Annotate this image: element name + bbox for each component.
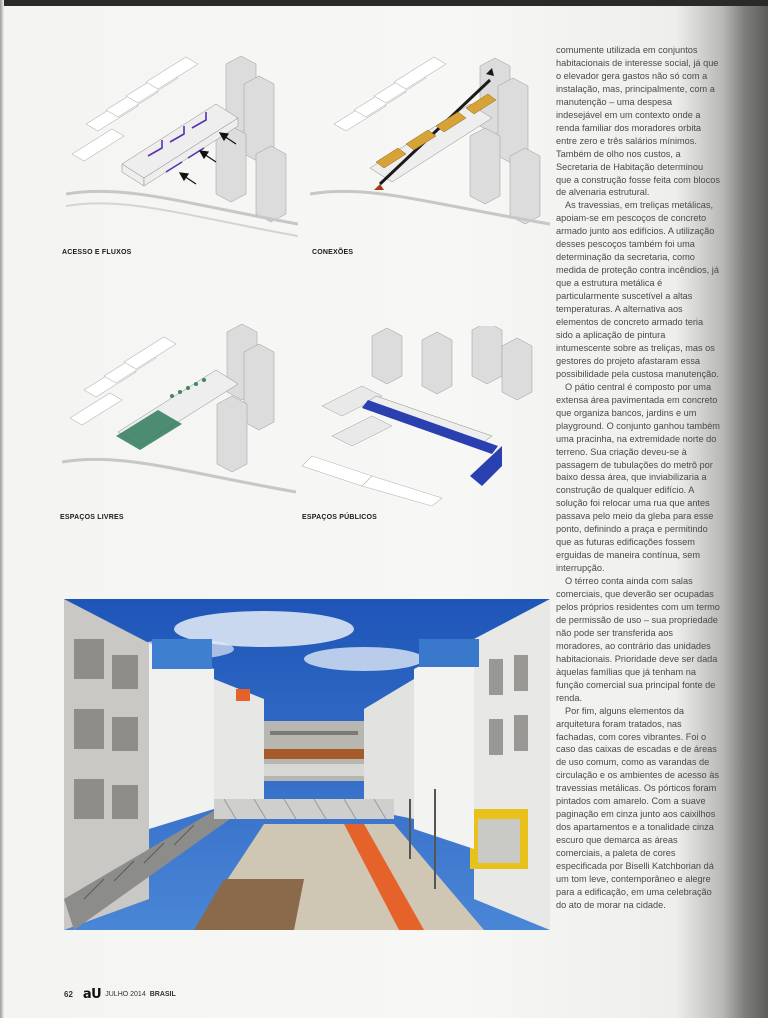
- diagram-acesso-fluxos: [66, 44, 298, 240]
- paragraph-3: O pátio central é composto por uma extensa área pavimentada em concreto que organiza bancos, jardins e um playground. O conjunto ganhou também uma pracinha, na extremidade norte do terreno. Sua criação deveu-se à passagem de tubulações do metrô por baixo dessa área, que inviabilizaria a construção de qualquer edifício. A solução foi relocar uma rua que antes passava pelo meio da gleba para esse ponto, definindo a praça e permitindo que as futuras edificações fossem erguidas de maneira contínua, sem interrupção.: [556, 381, 720, 574]
- au-logo: aU: [82, 987, 102, 1002]
- page-footer: [64, 987, 176, 1002]
- binding-edge: [0, 0, 4, 1018]
- caption-conexoes: CONEXÕES: [312, 249, 354, 256]
- paragraph-2: As travessias, em treliças metálicas, apoiam-se em pescoços de concreto armado junto aos edifícios. A utilização desses pescoços também foi uma determinação da secretaria, como medida de proteção contra incêndios, já que a estrutura metálica é particularmente suscetível a altas temperaturas. A alternativa aos elementos de concreto armado teria sido a aplicação de pintura intumescente sobre as treliças, mas os gestores do projeto afastaram essa possibilidade pela custosa manutenção.: [556, 200, 719, 379]
- paragraph-1: comumente utilizada em conjuntos habitacionais de interesse social, já que o elevador gera gastos não só com a instalação, mas, principalmente, com a manutenção – uma despesa indesejável em um contexto onde a renda familiar dos moradores orbita entre zero e três salários mínimos. Também de olho nos custos, a Secretaria de Habitação determinou que a construção fosse feita com blocos de alvenaria estrutural.: [556, 45, 720, 198]
- article-text-column: [556, 44, 720, 912]
- paragraph-5: Por fim, alguns elementos da arquitetura foram tratados, nas fachadas, com cores vibrantes. Foi o caso das caixas de escadas e de áreas de uso comum, como as varandas de circulação e os ambientes de acesso às travessias metálicas. Os pórticos foram pintados com amarelo. Com a suave paginação em cinza junto aos caixilhos dos apartamentos e a tonalidade cinza escuro que demarca as áreas comerciais, a paleta de cores especificada por Biselli Katchborian dá um tom leve, contemporâneo e alegre para a edificação, em uma celebração do ato de morar na cidade.: [556, 705, 719, 910]
- top-edge-band: [0, 0, 768, 6]
- caption-espacos-publicos: ESPAÇOS PÚBLICOS: [302, 514, 378, 521]
- diagram-conexoes: [310, 44, 550, 240]
- caption-acesso-fluxos: ACESSO E FLUXOS: [62, 249, 132, 256]
- diagram-espacos-publicos: [302, 326, 548, 506]
- caption-espacos-livres: ESPAÇOS LIVRES: [60, 514, 124, 521]
- page-number: 62: [64, 990, 73, 999]
- issue-date: JULHO 2014: [105, 991, 146, 998]
- edition-label: BRASIL: [149, 991, 176, 998]
- paragraph-4: O térreo conta ainda com salas comerciais, que deverão ser ocupadas pelos próprios residentes com um termo de permissão de uso – sua propriedade não pode ser transferida aos moradores, ao contrário das unidades habitacionais. Prioridade deve ser dada àquelas famílias que já tenham na função comercial sua principal fonte de renda.: [556, 576, 720, 703]
- courtyard-photo: [64, 599, 550, 930]
- diagram-espacos-livres: [62, 312, 296, 504]
